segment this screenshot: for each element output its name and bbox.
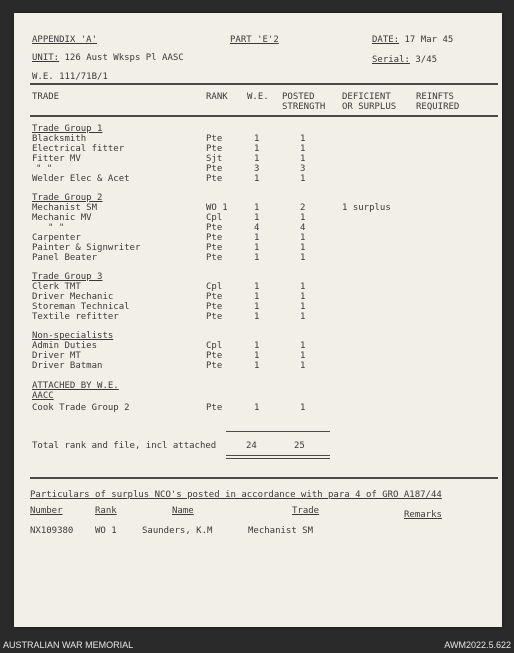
rank-cell: Pte (206, 292, 223, 302)
we-cell: 1 (254, 154, 260, 164)
posted-cell: 1 (300, 144, 306, 154)
posted-cell: 1 (300, 282, 306, 292)
group-title: Trade Group 3 (32, 272, 103, 282)
rank-cell: Pte (206, 233, 223, 243)
posted-cell: 1 (300, 292, 306, 302)
we-cell: 1 (254, 253, 260, 263)
posted-cell: 1 (300, 154, 306, 164)
we-cell: 1 (254, 213, 260, 223)
we-cell: 1 (254, 351, 260, 361)
rank-cell: Pte (206, 144, 223, 154)
posted-cell: 1 (300, 213, 306, 223)
table-row (14, 361, 502, 371)
trade-cell: Mechanic MV (32, 213, 92, 223)
we-cell: 1 (254, 243, 260, 253)
table-row (14, 243, 502, 253)
trade-cell: " " (48, 223, 65, 233)
we-cell: 4 (254, 223, 260, 233)
unit-value: 126 Aust Wksps Pl AASC (64, 53, 184, 63)
rank-cell: Pte (206, 403, 223, 413)
group-title: ATTACHED BY W.E. (32, 381, 119, 391)
total-we: 24 (246, 441, 257, 451)
we-cell: 1 (254, 341, 260, 351)
table-row (14, 312, 502, 322)
surplus-title: Particulars of surplus NCO's posted in accordance with para 4 of GRO A187/44 (30, 490, 442, 500)
part-heading: PART 'E'2 (230, 35, 279, 45)
we-cell: 1 (254, 203, 260, 213)
trade-cell: Mechanist SM (32, 203, 98, 213)
unit-field (32, 53, 184, 63)
surplus-name: Saunders, K.M (142, 526, 213, 536)
trade-cell: Admin Duties (32, 341, 98, 351)
surplus-col-remarks: Remarks (404, 510, 442, 520)
col-posted-2: STRENGTH (282, 102, 326, 112)
rank-cell: Pte (206, 312, 223, 322)
trade-cell: Driver MT (32, 351, 81, 361)
unit-label: UNIT: (32, 53, 60, 63)
total-label: Total rank and file, incl attached (32, 441, 217, 451)
table-row (14, 403, 502, 413)
trade-cell: Driver Batman (32, 361, 103, 371)
table-row (14, 282, 502, 292)
table-row (14, 213, 502, 223)
group-title: Non-specialists (32, 331, 114, 341)
surplus-col-trade: Trade (292, 506, 320, 516)
trade-cell: Cook Trade Group 2 (32, 403, 130, 413)
serial-field (372, 55, 437, 65)
rank-cell: Pte (206, 253, 223, 263)
rank-cell: Sjt (206, 154, 223, 164)
rank-cell: Pte (206, 361, 223, 371)
surplus-row (14, 526, 502, 536)
posted-cell: 4 (300, 223, 306, 233)
table-row (14, 134, 502, 144)
serial-label: Serial: (372, 55, 410, 65)
date-value: 17 Mar 45 (404, 35, 454, 45)
table-row (14, 223, 502, 233)
column-header-rule (30, 115, 498, 117)
col-reinfts-1: REINFTS (416, 92, 454, 102)
table-row (14, 253, 502, 263)
deficient-cell: 1 surplus (342, 203, 391, 213)
col-deficient-2: OR SURPLUS (342, 102, 397, 112)
col-posted-1: POSTED (282, 92, 315, 102)
table-row (14, 144, 502, 154)
table-row (14, 164, 502, 174)
posted-cell: 1 (300, 351, 306, 361)
surplus-col-name: Name (172, 506, 194, 516)
total-rule-bottom-2 (226, 458, 330, 459)
trade-cell: Welder Elec & Acet (32, 174, 130, 184)
date-field (372, 35, 453, 45)
date-label: DATE: (372, 35, 400, 45)
trade-cell: " " (36, 164, 53, 174)
we-cell: 1 (254, 292, 260, 302)
table-row (14, 203, 502, 213)
rank-cell: Pte (206, 351, 223, 361)
group-title: Trade Group 1 (32, 124, 103, 134)
table-row (14, 341, 502, 351)
table-row (14, 154, 502, 164)
rank-cell: Pte (206, 174, 223, 184)
table-row (14, 233, 502, 243)
col-trade: TRADE (32, 92, 60, 102)
section-rule (30, 477, 498, 479)
we-cell: 1 (254, 403, 260, 413)
surplus-col-number: Number (30, 506, 63, 516)
surplus-number: NX109380 (30, 526, 74, 536)
footer-institution: AUSTRALIAN WAR MEMORIAL (3, 640, 134, 650)
we-cell: 1 (254, 312, 260, 322)
header-rule (30, 83, 498, 85)
rank-cell: Cpl (206, 282, 223, 292)
table-row (14, 174, 502, 184)
posted-cell: 1 (300, 233, 306, 243)
footer-reference: AWM2022.5.622 (444, 640, 511, 650)
total-rule-bottom-1 (226, 455, 330, 456)
table-row (14, 351, 502, 361)
surplus-col-rank: Rank (95, 506, 117, 516)
we-cell: 1 (254, 361, 260, 371)
col-rank: RANK (206, 92, 228, 102)
table-row (14, 292, 502, 302)
we-cell: 1 (254, 144, 260, 154)
surplus-rank: WO 1 (95, 526, 117, 536)
trade-cell: Electrical fitter (32, 144, 125, 154)
surplus-trade: Mechanist SM (248, 526, 314, 536)
trade-cell: Panel Beater (32, 253, 98, 263)
trade-cell: Painter & Signwriter (32, 243, 141, 253)
group-title: Trade Group 2 (32, 193, 103, 203)
table-row (14, 302, 502, 312)
rank-cell: WO 1 (206, 203, 228, 213)
document-page (14, 13, 502, 627)
posted-cell: 1 (300, 312, 306, 322)
posted-cell: 2 (300, 203, 306, 213)
trade-cell: Blacksmith (32, 134, 87, 144)
appendix-heading: APPENDIX 'A' (32, 35, 98, 45)
posted-cell: 1 (300, 302, 306, 312)
we-cell: 1 (254, 134, 260, 144)
total-posted: 25 (294, 441, 305, 451)
trade-cell: Clerk TMT (32, 282, 81, 292)
col-we: W.E. (247, 92, 269, 102)
rank-cell: Pte (206, 302, 223, 312)
col-deficient-1: DEFICIENT (342, 92, 391, 102)
rank-cell: Pte (206, 243, 223, 253)
posted-cell: 1 (300, 341, 306, 351)
posted-cell: 1 (300, 174, 306, 184)
trade-cell: Carpenter (32, 233, 81, 243)
we-cell: 1 (254, 174, 260, 184)
group-subtitle: AACC (32, 391, 54, 401)
rank-cell: Pte (206, 223, 223, 233)
rank-cell: Cpl (206, 213, 223, 223)
trade-cell: Fitter MV (32, 154, 81, 164)
rank-cell: Pte (206, 134, 223, 144)
trade-cell: Driver Mechanic (32, 292, 114, 302)
posted-cell: 3 (300, 164, 306, 174)
serial-value: 3/45 (415, 55, 438, 65)
we-reference: W.E. 111/71B/1 (32, 72, 108, 82)
posted-cell: 1 (300, 361, 306, 371)
rank-cell: Cpl (206, 341, 223, 351)
trade-cell: Textile refitter (32, 312, 119, 322)
we-cell: 1 (254, 302, 260, 312)
posted-cell: 1 (300, 243, 306, 253)
we-cell: 3 (254, 164, 260, 174)
posted-cell: 1 (300, 134, 306, 144)
posted-cell: 1 (300, 403, 306, 413)
we-cell: 1 (254, 233, 260, 243)
posted-cell: 1 (300, 253, 306, 263)
col-reinfts-2: REQUIRED (416, 102, 460, 112)
trade-cell: Storeman Technical (32, 302, 130, 312)
we-cell: 1 (254, 282, 260, 292)
rank-cell: Pte (206, 164, 223, 174)
total-rule-top (226, 431, 330, 432)
